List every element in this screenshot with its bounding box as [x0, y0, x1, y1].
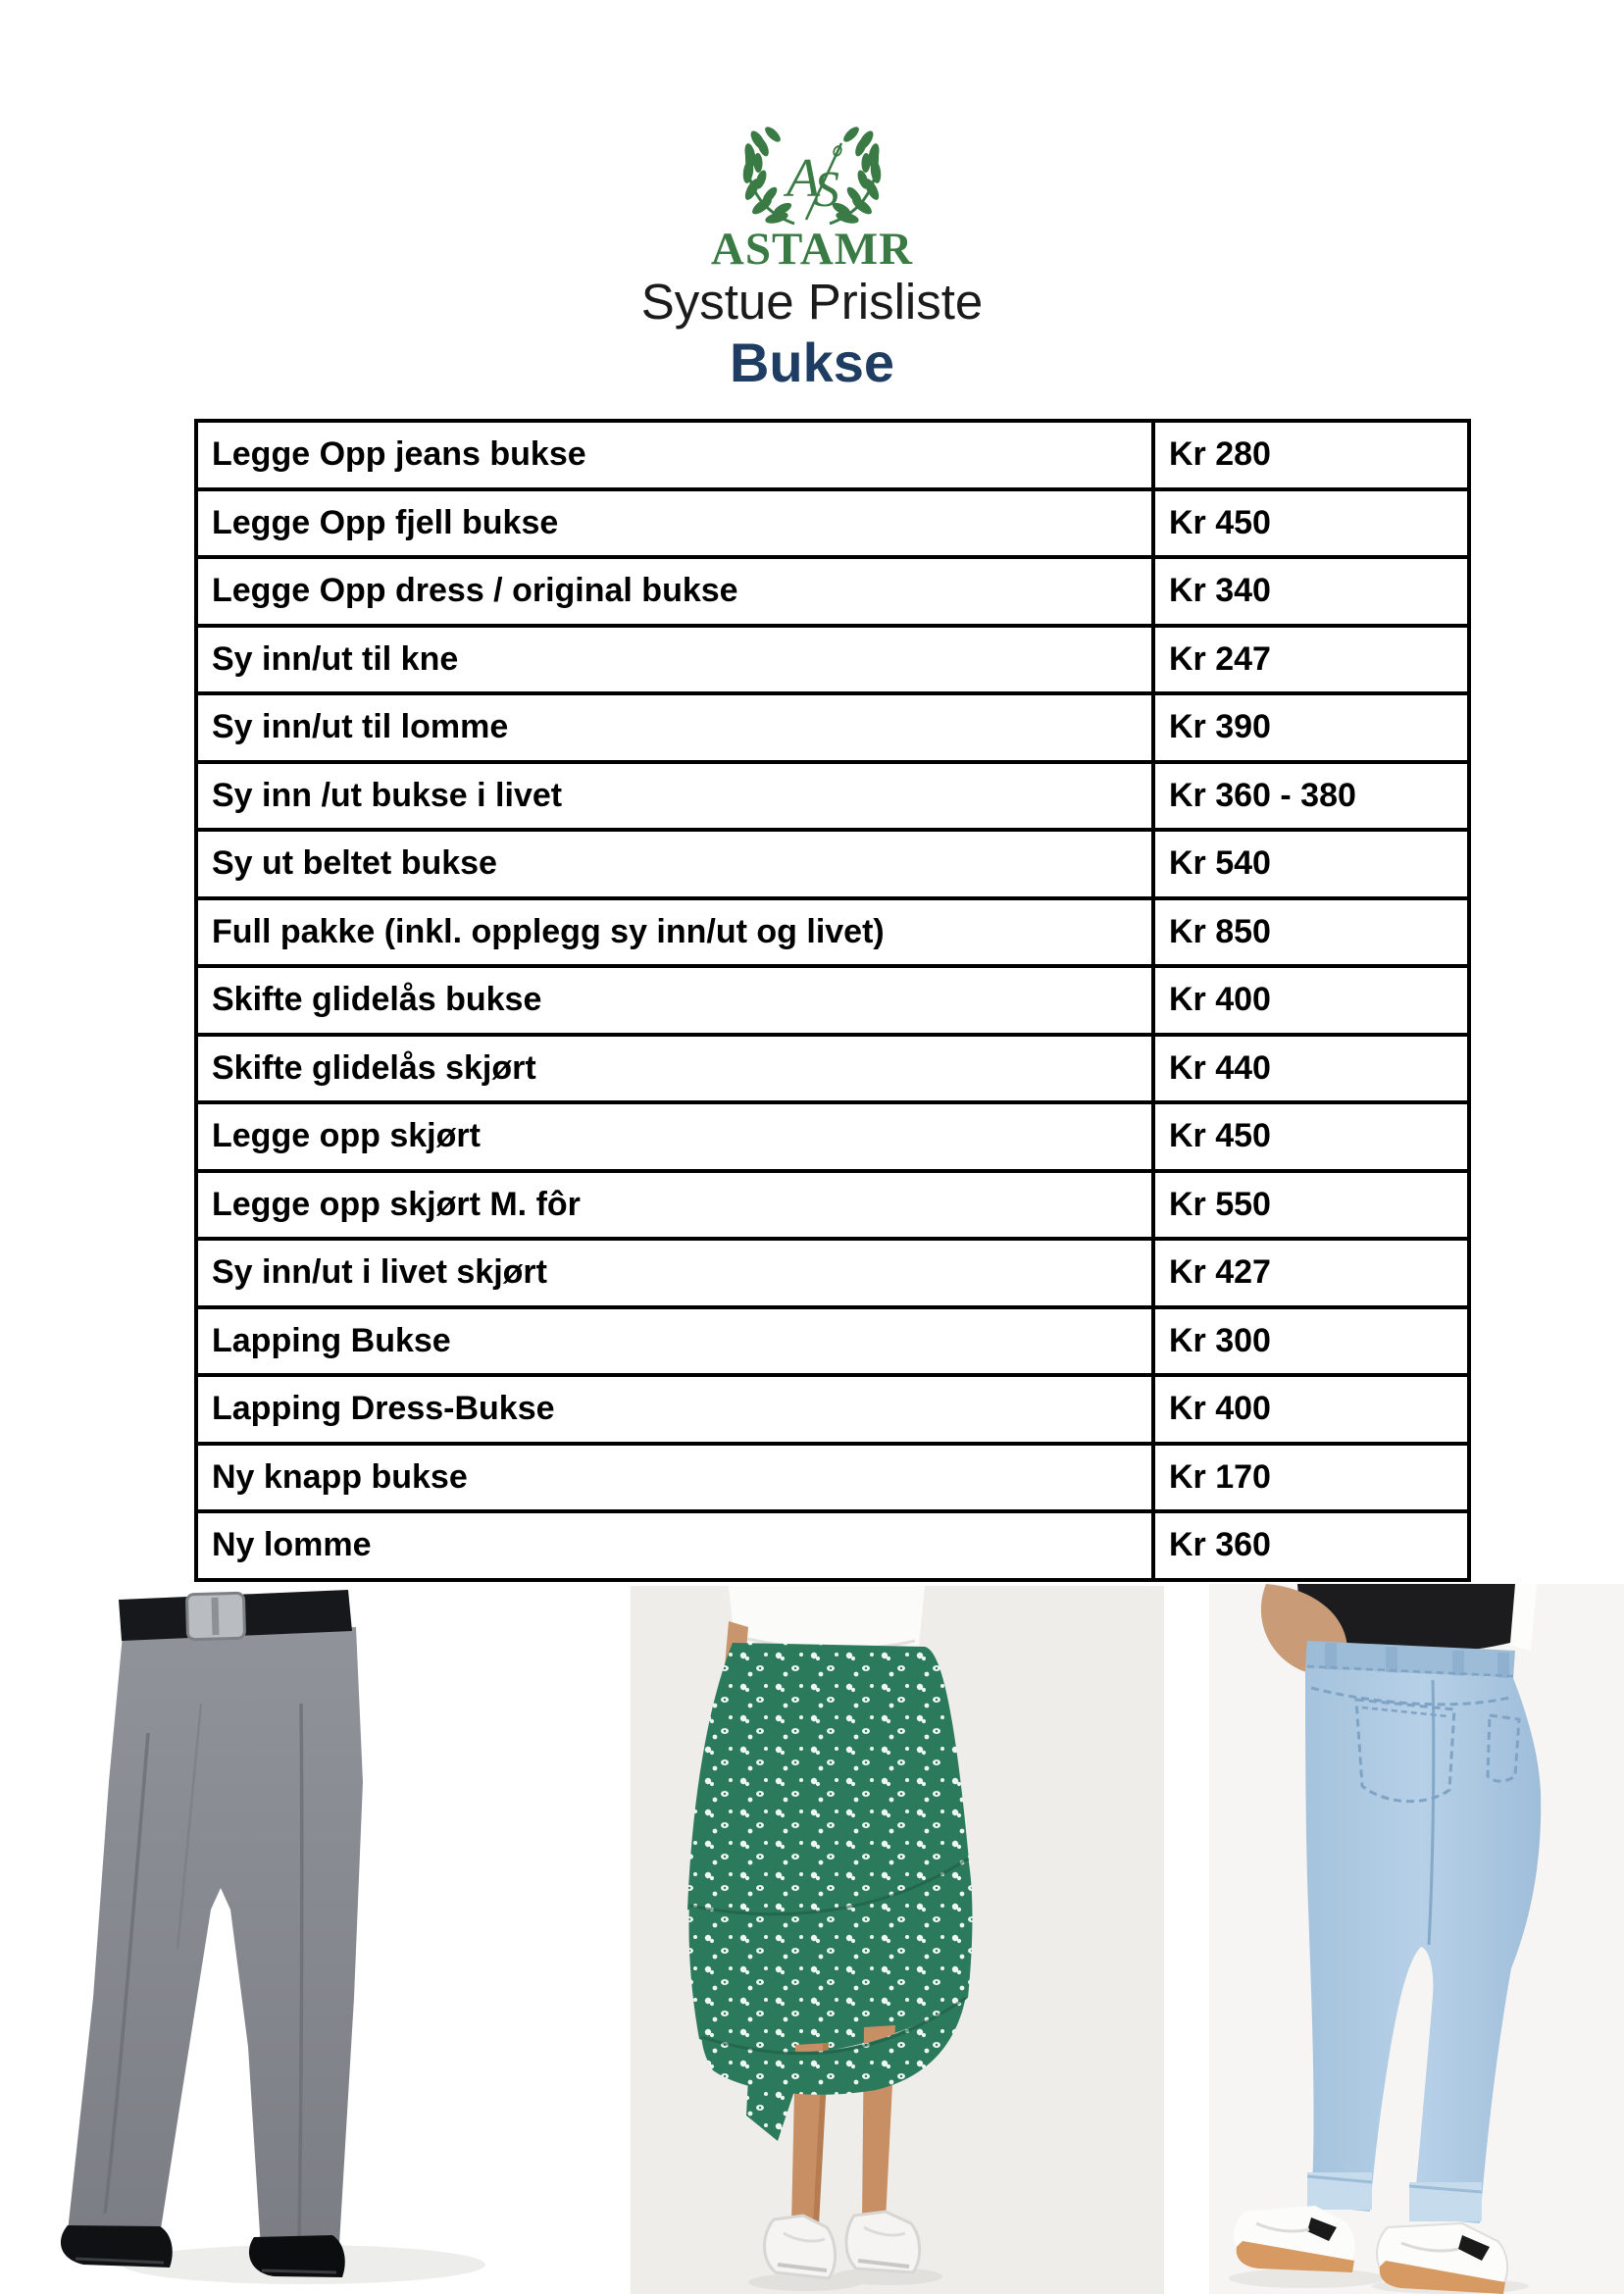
photo-blue-jeans	[1209, 1584, 1624, 2294]
service-cell: Legge opp skjørt	[196, 1102, 1153, 1171]
price-cell: Kr 540	[1153, 830, 1469, 898]
price-row	[196, 1307, 1469, 1376]
service-cell: Sy inn/ut i livet skjørt	[196, 1239, 1153, 1307]
green-skirt-image	[631, 1586, 1164, 2294]
price-cell: Kr 850	[1153, 898, 1469, 967]
price-cell: Kr 400	[1153, 1375, 1469, 1444]
service-cell: Legge Opp jeans bukse	[196, 421, 1153, 489]
price-row	[196, 1511, 1469, 1580]
service-cell: Sy ut beltet bukse	[196, 830, 1153, 898]
blue-jeans-image	[1209, 1584, 1624, 2294]
brand-logo	[732, 124, 892, 228]
price-cell: Kr 360	[1153, 1511, 1469, 1580]
price-row	[196, 966, 1469, 1035]
price-cell: Kr 450	[1153, 489, 1469, 558]
price-row	[196, 693, 1469, 762]
price-row	[196, 1239, 1469, 1307]
price-row	[196, 1444, 1469, 1512]
service-cell: Legge Opp fjell bukse	[196, 489, 1153, 558]
service-cell: Ny lomme	[196, 1511, 1153, 1580]
price-row	[196, 1102, 1469, 1171]
service-cell: Ny knapp bukse	[196, 1444, 1153, 1512]
monogram-letter-a: A	[787, 148, 821, 209]
service-cell: Lapping Bukse	[196, 1307, 1153, 1376]
price-row	[196, 1171, 1469, 1240]
price-cell: Kr 280	[1153, 421, 1469, 489]
laurel-wreath-icon	[732, 124, 892, 228]
service-cell: Legge Opp dress / original bukse	[196, 557, 1153, 626]
service-cell: Legge opp skjørt M. fôr	[196, 1171, 1153, 1240]
price-cell: Kr 450	[1153, 1102, 1469, 1171]
price-row	[196, 1375, 1469, 1444]
price-row	[196, 626, 1469, 694]
price-cell: Kr 390	[1153, 693, 1469, 762]
price-cell: Kr 360 - 380	[1153, 762, 1469, 831]
monogram-letter-s: S	[814, 162, 839, 218]
price-table-body	[196, 421, 1469, 1580]
photo-green-skirt	[631, 1586, 1164, 2294]
price-cell: Kr 340	[1153, 557, 1469, 626]
service-cell: Sy inn/ut til lomme	[196, 693, 1153, 762]
page-subtitle: Bukse	[729, 331, 895, 393]
price-table	[194, 419, 1424, 1582]
price-row	[196, 830, 1469, 898]
grey-trousers-image	[54, 1586, 593, 2294]
price-cell: Kr 300	[1153, 1307, 1469, 1376]
price-row	[196, 762, 1469, 831]
price-row	[196, 1035, 1469, 1103]
photo-grey-trousers	[54, 1586, 593, 2294]
service-cell: Full pakke (inkl. opplegg sy inn/ut og livet)	[196, 898, 1153, 967]
price-cell: Kr 170	[1153, 1444, 1469, 1512]
page-title: Systue Prisliste	[640, 274, 984, 330]
service-cell: Skifte glidelås skjørt	[196, 1035, 1153, 1103]
price-cell: Kr 247	[1153, 626, 1469, 694]
brand-name: ASTAMR	[710, 224, 914, 275]
price-cell: Kr 550	[1153, 1171, 1469, 1240]
service-cell: Skifte glidelås bukse	[196, 966, 1153, 1035]
price-row	[196, 898, 1469, 967]
price-cell: Kr 427	[1153, 1239, 1469, 1307]
service-cell: Sy inn/ut til kne	[196, 626, 1153, 694]
service-cell: Lapping Dress-Bukse	[196, 1375, 1153, 1444]
price-cell: Kr 400	[1153, 966, 1469, 1035]
service-cell: Sy inn /ut bukse i livet	[196, 762, 1153, 831]
price-row	[196, 489, 1469, 558]
price-row	[196, 557, 1469, 626]
price-cell: Kr 440	[1153, 1035, 1469, 1103]
price-row	[196, 421, 1469, 489]
